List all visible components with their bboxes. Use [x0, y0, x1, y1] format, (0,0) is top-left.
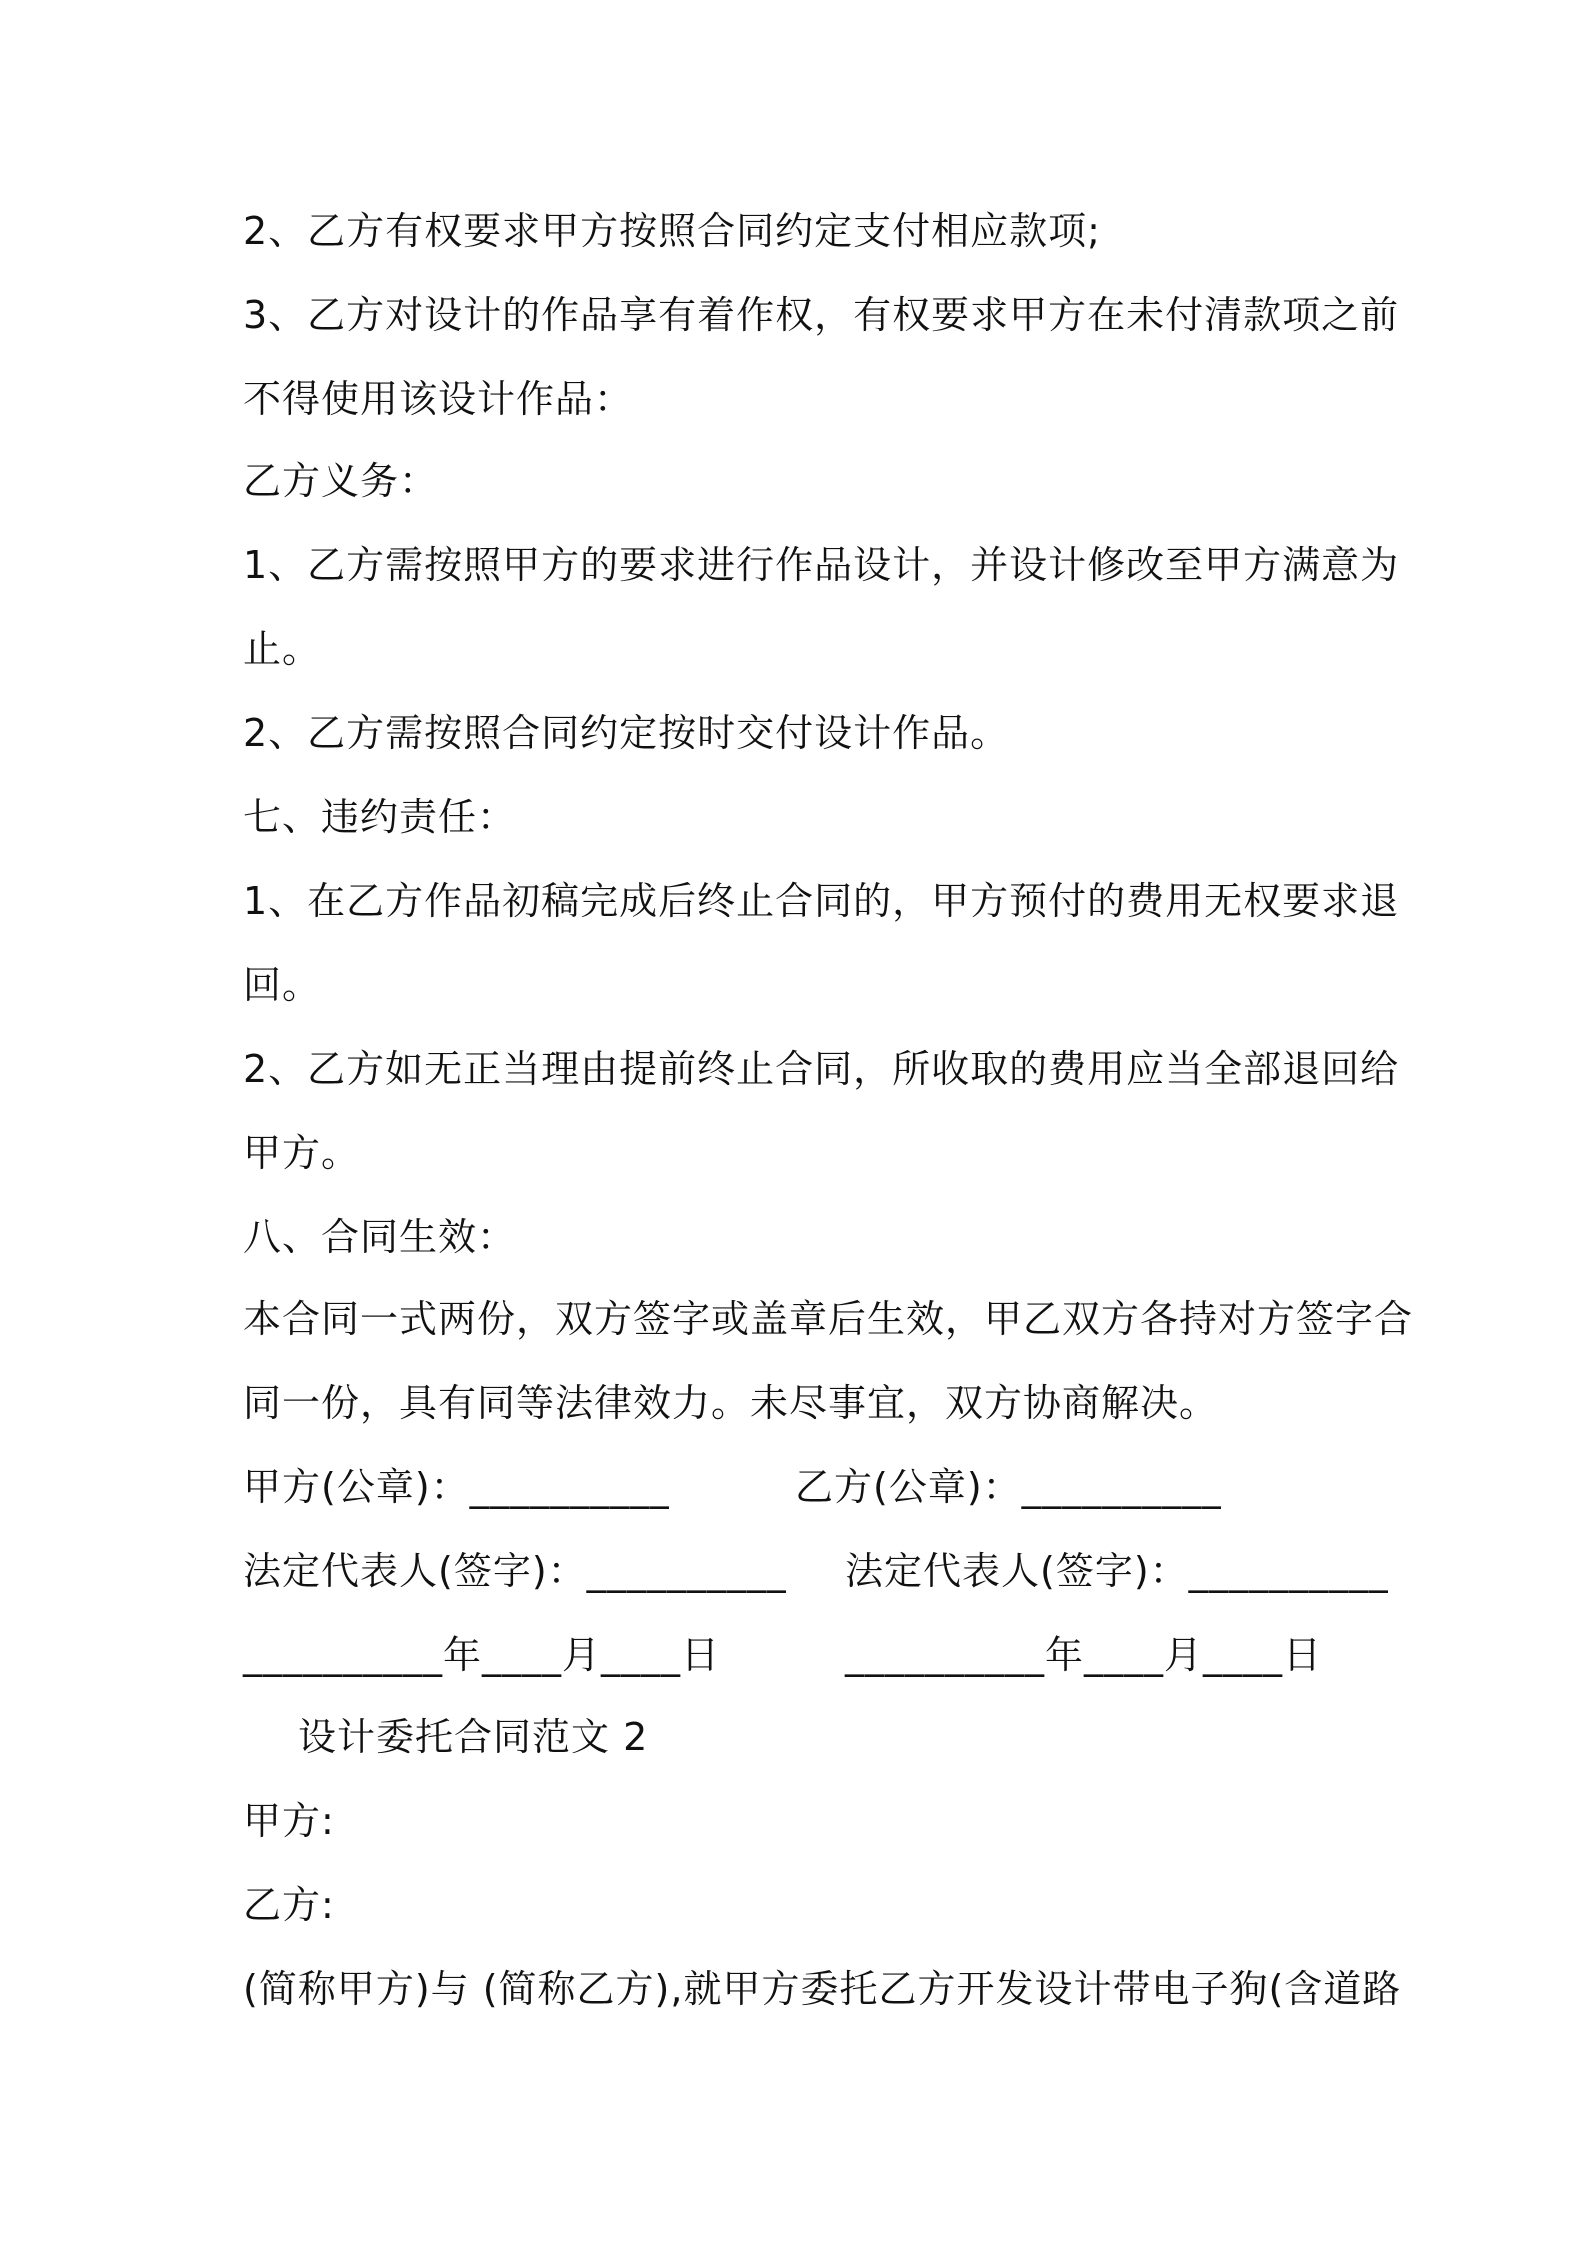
party-a-date-line: __________年____月____日: [243, 1633, 721, 1677]
clause-effect-1: 本合同一式两份，双方签字或盖章后生效，甲乙双方各持对方签字合: [243, 1297, 1414, 1341]
party-b-representative-line: 法定代表人(签字)：__________: [845, 1549, 1389, 1593]
heading-contract-effect: 八、合同生效：: [243, 1215, 517, 1259]
section-title: 设计委托合同范文 2: [298, 1715, 649, 1759]
clause-breach-1-cont: 回。: [243, 963, 322, 1007]
party-a-label: 甲方:: [243, 1799, 335, 1843]
clause-breach-2: 2、乙方如无正当理由提前终止合同，所收取的费用应当全部退回给: [243, 1047, 1400, 1091]
clause-party-b-duty-2: 2、乙方需按照合同约定按时交付设计作品。: [243, 711, 1010, 755]
party-a-representative-line: 法定代表人(签字)：__________: [243, 1549, 787, 1593]
party-a-seal-line: 甲方(公章)：__________: [243, 1465, 670, 1509]
party-b-date-line: __________年____月____日: [845, 1633, 1323, 1677]
contract-intro: (简称甲方)与 (简称乙方),就甲方委托乙方开发设计带电子狗(含道路: [243, 1967, 1402, 2011]
clause-party-b-right-3: 3、乙方对设计的作品享有着作权，有权要求甲方在未付清款项之前: [243, 293, 1400, 337]
clause-breach-2-cont: 甲方。: [243, 1131, 361, 1175]
party-b-seal-line: 乙方(公章)：__________: [795, 1465, 1222, 1509]
clause-party-b-duty-1: 1、乙方需按照甲方的要求进行作品设计，并设计修改至甲方满意为: [243, 543, 1400, 587]
clause-party-b-right-3-cont: 不得使用该设计作品：: [243, 377, 634, 421]
clause-effect-1-cont: 同一份，具有同等法律效力。未尽事宜，双方协商解决。: [243, 1381, 1219, 1425]
heading-party-b-duties: 乙方义务：: [243, 459, 439, 503]
clause-party-b-right-2: 2、乙方有权要求甲方按照合同约定支付相应款项;: [243, 209, 1101, 253]
clause-breach-1: 1、在乙方作品初稿完成后终止合同的，甲方预付的费用无权要求退: [243, 879, 1400, 923]
party-b-label: 乙方:: [243, 1883, 335, 1927]
heading-breach-liability: 七、违约责任：: [243, 795, 517, 839]
clause-party-b-duty-1-cont: 止。: [243, 627, 322, 671]
